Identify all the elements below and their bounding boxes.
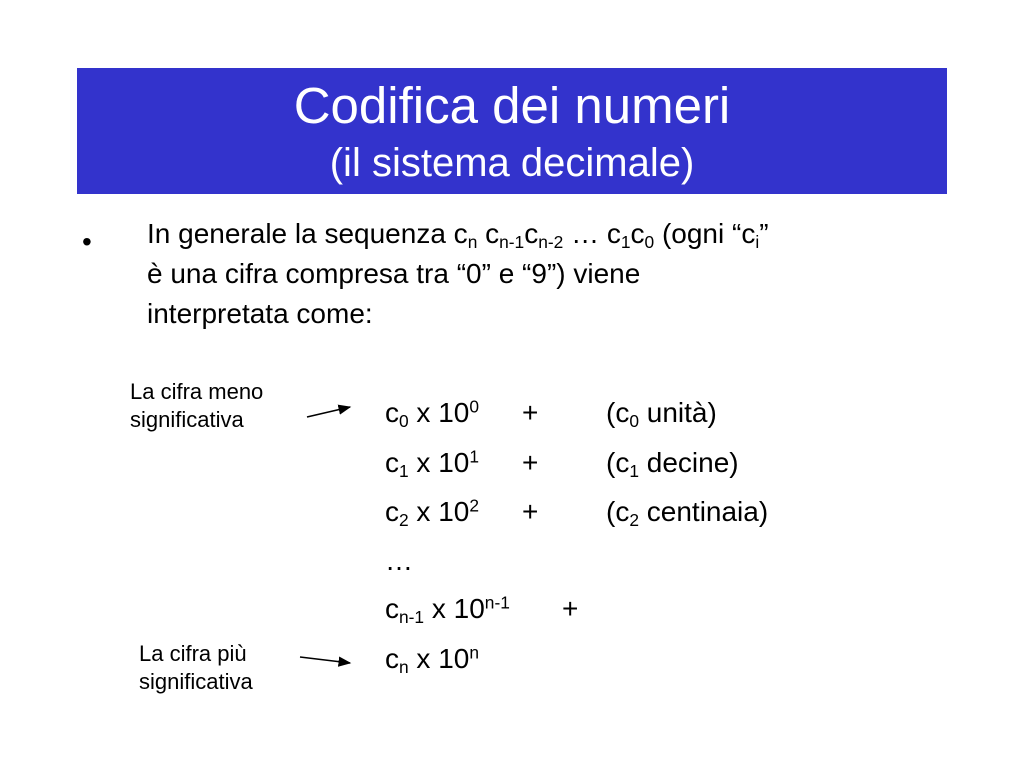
bullet-marker: • [82,226,92,257]
arrow-most-significant [300,657,350,663]
explanation-row-2: ($c_2$ centinaia) [606,496,769,530]
bullet-line-3: interpretata come: [147,298,373,329]
bullet-line-2: è una cifra compresa tra “0” e “9”) viene [147,258,641,289]
plus-sign-n-minus-1: + [562,593,579,624]
formula-row-0: $c_0$ x $10^0$ [385,396,480,431]
note-most-significant: La cifra più significativa [139,641,253,694]
formula-row-n-minus-1: $c_{n-1}$ x 10$^{n-1}$ [385,592,510,627]
plus-sign-0: + [522,397,539,428]
explanation-row-0: ($c_0$ unità) [606,397,717,431]
formula-row-n: $c_n$ x 10$^n$ [385,642,480,677]
explanation-row-1: ($c_1$ decine) [606,447,739,481]
plus-sign-2: + [522,496,539,527]
plus-sign-1: + [522,447,539,478]
bullet-line-1: In generale la sequenza $c_n$ $c_{n-1}c_{n-2}$ … $c_1c_0$ (ogni “$c_i$” [147,218,769,252]
note-least-significant: La cifra meno significativa [130,379,264,432]
formula-row-1: $c_1$ x $10^1$ [385,446,480,481]
bullet-text [147,214,947,334]
formula-row-2: $c_2$ x $10^2$ [385,495,480,530]
slide-subtitle: (il sistema decimale) [329,141,695,185]
title-bar [77,68,947,194]
arrow-least-significant [307,407,350,417]
formula-ellipsis: … [385,545,413,576]
slide-title: Codifica dei numeri [293,77,731,134]
